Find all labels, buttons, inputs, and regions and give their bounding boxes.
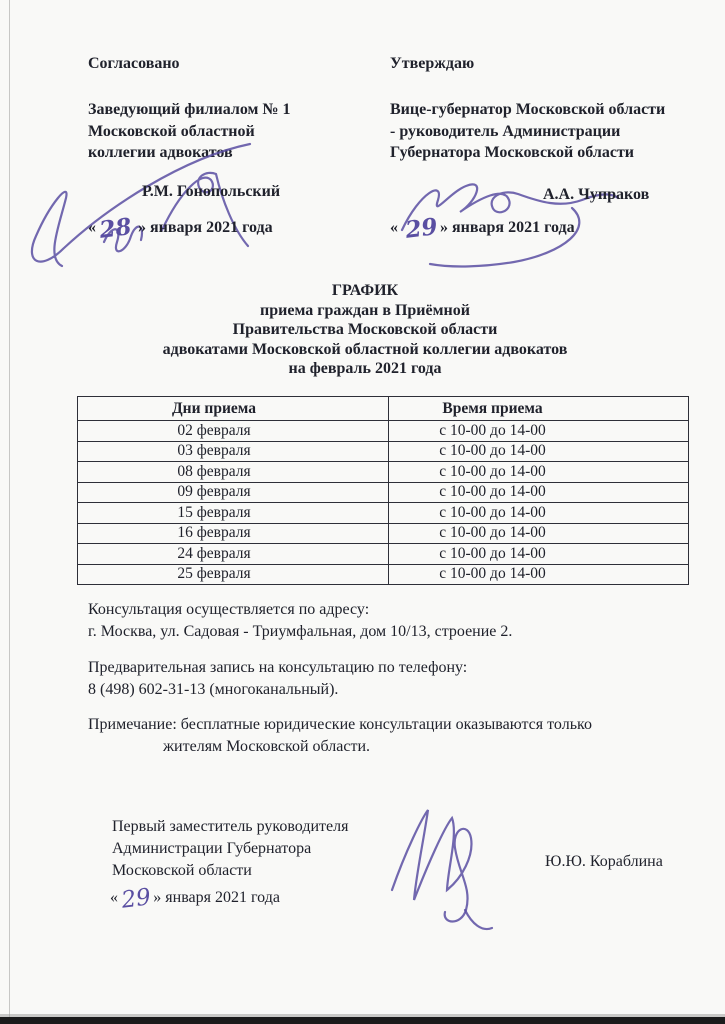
document-title (80, 281, 650, 379)
day-cell: 09 февраля (78, 482, 389, 503)
time-cell: с 10-00 до 14-00 (389, 462, 689, 483)
day-cell: 25 февраля (78, 564, 389, 585)
scan-edge-band (0, 1017, 725, 1024)
right-position-line-2: - руководитель Администрации (390, 122, 621, 140)
time-cell: с 10-00 до 14-00 (389, 441, 689, 462)
day-cell: 24 февраля (78, 544, 389, 565)
footer-signatory-position (112, 816, 348, 882)
scan-edge-line (9, 0, 10, 1024)
right-position-line-3: Губернатора Московской области (390, 144, 635, 161)
schedule-table (77, 396, 689, 585)
left-date-line (88, 213, 273, 244)
left-date-day-handwritten: 28 (97, 213, 133, 244)
schedule-table-body (78, 421, 689, 585)
right-date-day-handwritten: 29 (403, 213, 439, 244)
title-line-1: ГРАФИК (331, 282, 399, 299)
table-row (78, 462, 689, 483)
title-line-5: на февраль 2021 года (288, 360, 442, 377)
signature-korablina (372, 798, 497, 938)
table-row (78, 564, 689, 585)
table-row (78, 503, 689, 524)
right-date-open: « (390, 219, 402, 236)
time-cell: с 10-00 до 14-00 (389, 421, 689, 442)
footer-date-open: « (110, 889, 118, 906)
footer-signatory-name: Ю.Ю. Кораблина (545, 853, 663, 870)
left-position-line-3: коллегии адвокатов (88, 144, 233, 161)
title-line-2: приема граждан в Приёмной (260, 301, 470, 319)
table-row (78, 482, 689, 503)
footer-position-line-3: Московской области (112, 862, 252, 879)
title-line-4: адвокатами Московской областной коллегии адвокатов (162, 340, 568, 358)
booking-intro: Предварительная запись на консультацию по телефону: (88, 659, 468, 676)
left-position-line-1: Заведующий филиалом № 1 (88, 101, 291, 118)
agreed-label: Согласовано (88, 55, 180, 72)
left-date-open: « (88, 219, 96, 236)
title-line-3: Правительства Московской области (232, 321, 498, 338)
note-line-2: жителям Московской области. (163, 738, 371, 755)
table-row (78, 421, 689, 442)
footer-date-line (110, 884, 280, 914)
day-cell: 02 февраля (78, 421, 389, 442)
left-date-rest: » января 2021 года (134, 219, 273, 236)
table-header-row (78, 397, 689, 421)
right-signatory-name: А.А. Чупраков (543, 186, 650, 203)
footer-position-line-1: Первый заместитель руководителя (112, 818, 349, 835)
day-cell: 15 февраля (78, 503, 389, 524)
table-row (78, 544, 689, 565)
time-cell: с 10-00 до 14-00 (389, 523, 689, 544)
day-cell: 03 февраля (78, 441, 389, 462)
approved-label: Утверждаю (390, 55, 475, 72)
left-signatory-name: Р.М. Гонопольский (142, 183, 281, 200)
time-cell: с 10-00 до 14-00 (389, 503, 689, 524)
time-cell: с 10-00 до 14-00 (389, 564, 689, 585)
right-date-rest: » января 2021 года (440, 219, 575, 236)
left-signatory-position (88, 99, 291, 164)
time-cell: с 10-00 до 14-00 (389, 482, 689, 503)
time-column-header: Время приема (389, 397, 689, 421)
right-date-line (390, 213, 575, 244)
time-cell: с 10-00 до 14-00 (389, 544, 689, 565)
consultation-address: г. Москва, ул. Садовая - Триумфальная, дом 10/13, строение 2. (88, 623, 513, 640)
footer-date-rest: » января 2021 года (153, 889, 280, 906)
right-signatory-position (390, 99, 665, 164)
footer-date-day-handwritten: 29 (120, 884, 153, 914)
table-row (78, 441, 689, 462)
consultation-address-intro: Консультация осуществляется по адресу: (88, 601, 370, 618)
note-line-1: Примечание: бесплатные юридические консультации оказываются только (88, 716, 592, 733)
day-cell: 08 февраля (78, 462, 389, 483)
day-cell: 16 февраля (78, 523, 389, 544)
footer-position-line-2: Администрации Губернатора (112, 840, 312, 857)
booking-phone: 8 (498) 602-31-13 (многоканальный). (88, 681, 339, 698)
left-position-line-2: Московской областной (88, 122, 255, 140)
table-row (78, 523, 689, 544)
right-position-line-1: Вице-губернатор Московской области (390, 101, 666, 118)
days-column-header: Дни приема (78, 397, 389, 421)
